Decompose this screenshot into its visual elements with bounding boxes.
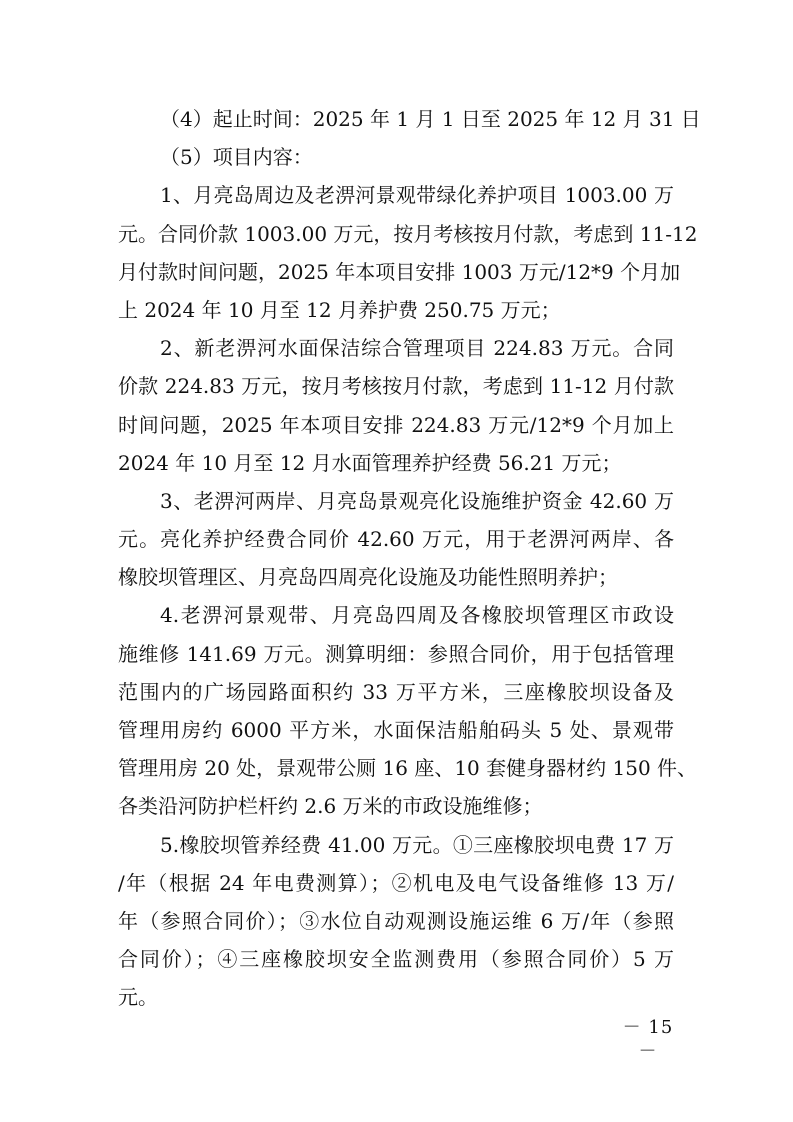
line-9: 时间问题，2025 年本项目安排 224.83 万元/12*9 个月加上 bbox=[118, 412, 674, 437]
line-2: （5）项目内容： bbox=[160, 145, 313, 170]
line-21: /年（根据 24 年电费测算）；②机电及电气设备维修 13 万/ bbox=[118, 870, 674, 895]
line-8: 价款 224.83 万元，按月考核按月付款，考虑到 11-12 月付款 bbox=[118, 374, 674, 399]
line-20: 5.橡胶坝管养经费 41.00 万元。①三座橡胶坝电费 17 万 bbox=[160, 832, 674, 857]
line-22: 年（参照合同价）；③水位自动观测设施运维 6 万/年（参照 bbox=[118, 908, 674, 933]
line-24: 元。 bbox=[118, 985, 158, 1010]
line-4: 元。合同价款 1003.00 万元，按月考核按月付款，考虑到 11-12 bbox=[118, 221, 698, 246]
line-16: 范围内的广场园路面积约 33 万平方米，三座橡胶坝设备及 bbox=[118, 679, 674, 704]
body-text bbox=[118, 100, 701, 1017]
line-1: （4）起止时间：2025 年 1 月 1 日至 2025 年 12 月 31 日 bbox=[160, 107, 701, 131]
line-15: 施维修 141.69 万元。测算明细：参照合同价，用于包括管理 bbox=[118, 641, 674, 666]
line-6: 上 2024 年 10 月至 12 月养护费 250.75 万元； bbox=[118, 297, 561, 322]
line-3: 1、月亮岛周边及老淠河景观带绿化养护项目 1003.00 万 bbox=[160, 183, 674, 208]
line-14: 4.老淠河景观带、月亮岛四周及各橡胶坝管理区市政设 bbox=[160, 603, 674, 628]
line-17: 管理用房约 6000 平方米，水面保洁船舶码头 5 处、景观带 bbox=[118, 718, 674, 742]
line-12: 元。亮化养护经费合同价 42.60 万元，用于老淠河两岸、各 bbox=[118, 527, 674, 552]
page-number: － 15 － bbox=[622, 1017, 674, 1062]
line-13: 橡胶坝管理区、月亮岛四周亮化设施及功能性照明养护； bbox=[118, 565, 618, 590]
line-5: 月付款时间问题，2025 年本项目安排 1003 万元/12*9 个月加 bbox=[118, 259, 681, 284]
line-7: 2、新老淠河水面保洁综合管理项目 224.83 万元。合同 bbox=[160, 336, 674, 361]
line-11: 3、老淠河两岸、月亮岛景观亮化设施维护资金 42.60 万 bbox=[160, 488, 674, 513]
line-19: 各类沿河防护栏杆约 2.6 万米的市政设施维修； bbox=[118, 794, 543, 819]
line-23: 合同价）；④三座橡胶坝安全监测费用（参照合同价）5 万 bbox=[118, 947, 674, 972]
line-10: 2024 年 10 月至 12 月水面管理养护经费 56.21 万元； bbox=[118, 450, 622, 475]
line-18: 管理用房 20 处，景观带公厕 16 座、10 套健身器材约 150 件、 bbox=[118, 756, 698, 781]
